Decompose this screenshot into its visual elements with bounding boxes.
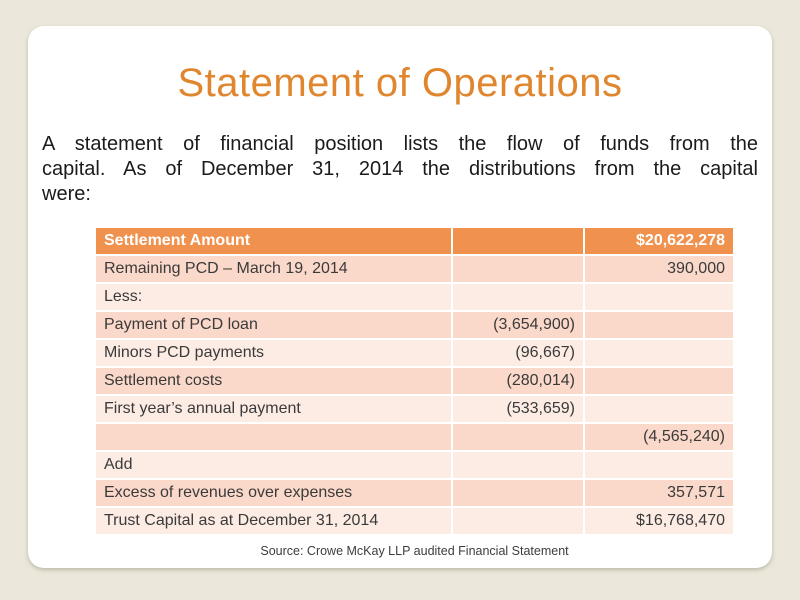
row-total-cell (585, 340, 733, 366)
row-amount-cell: (96,667) (453, 340, 583, 366)
row-total-cell (585, 452, 733, 478)
row-label-cell (96, 424, 451, 450)
table-row (96, 424, 733, 450)
source-note: Source: Crowe McKay LLP audited Financial Statement (260, 544, 569, 558)
row-amount-cell (453, 284, 583, 310)
header-amount-cell (453, 228, 583, 254)
table-row (96, 340, 733, 366)
financial-table (96, 228, 733, 534)
header-label-cell: Settlement Amount (96, 228, 451, 254)
slide-card (28, 26, 772, 568)
intro-line: capital. As of December 31, 2014 the distributions from the capital (42, 158, 758, 180)
row-amount-cell (453, 256, 583, 282)
slide-title: Statement of Operations (177, 61, 623, 105)
row-total-cell: $16,768,470 (585, 508, 733, 534)
row-amount-cell (453, 424, 583, 450)
table-row (96, 452, 733, 478)
row-total-cell: 390,000 (585, 256, 733, 282)
row-label-cell: Minors PCD payments (96, 340, 451, 366)
row-total-cell (585, 368, 733, 394)
table-row (96, 312, 733, 338)
row-amount-cell (453, 508, 583, 534)
row-label-cell: Trust Capital as at December 31, 2014 (96, 508, 451, 534)
row-amount-cell: (533,659) (453, 396, 583, 422)
row-total-cell (585, 312, 733, 338)
row-amount-cell (453, 452, 583, 478)
row-label-cell: Settlement costs (96, 368, 451, 394)
table-row (96, 508, 733, 534)
row-amount-cell (453, 480, 583, 506)
table-row (96, 284, 733, 310)
table-row (96, 368, 733, 394)
row-label-cell: First year’s annual payment (96, 396, 451, 422)
row-label-cell: Less: (96, 284, 451, 310)
row-label-cell: Remaining PCD – March 19, 2014 (96, 256, 451, 282)
intro-line: A statement of financial position lists the flow of funds from the (42, 133, 758, 155)
row-total-cell: 357,571 (585, 480, 733, 506)
row-amount-cell: (3,654,900) (453, 312, 583, 338)
table-header-row (96, 228, 733, 254)
intro-line: were: (42, 183, 91, 205)
row-label-cell: Payment of PCD loan (96, 312, 451, 338)
row-total-cell (585, 396, 733, 422)
intro-paragraph (42, 132, 758, 207)
table-row (96, 396, 733, 422)
table-row (96, 256, 733, 282)
row-total-cell: (4,565,240) (585, 424, 733, 450)
row-label-cell: Add (96, 452, 451, 478)
header-total-cell: $20,622,278 (585, 228, 733, 254)
row-total-cell (585, 284, 733, 310)
row-amount-cell: (280,014) (453, 368, 583, 394)
row-label-cell: Excess of revenues over expenses (96, 480, 451, 506)
table-row (96, 480, 733, 506)
